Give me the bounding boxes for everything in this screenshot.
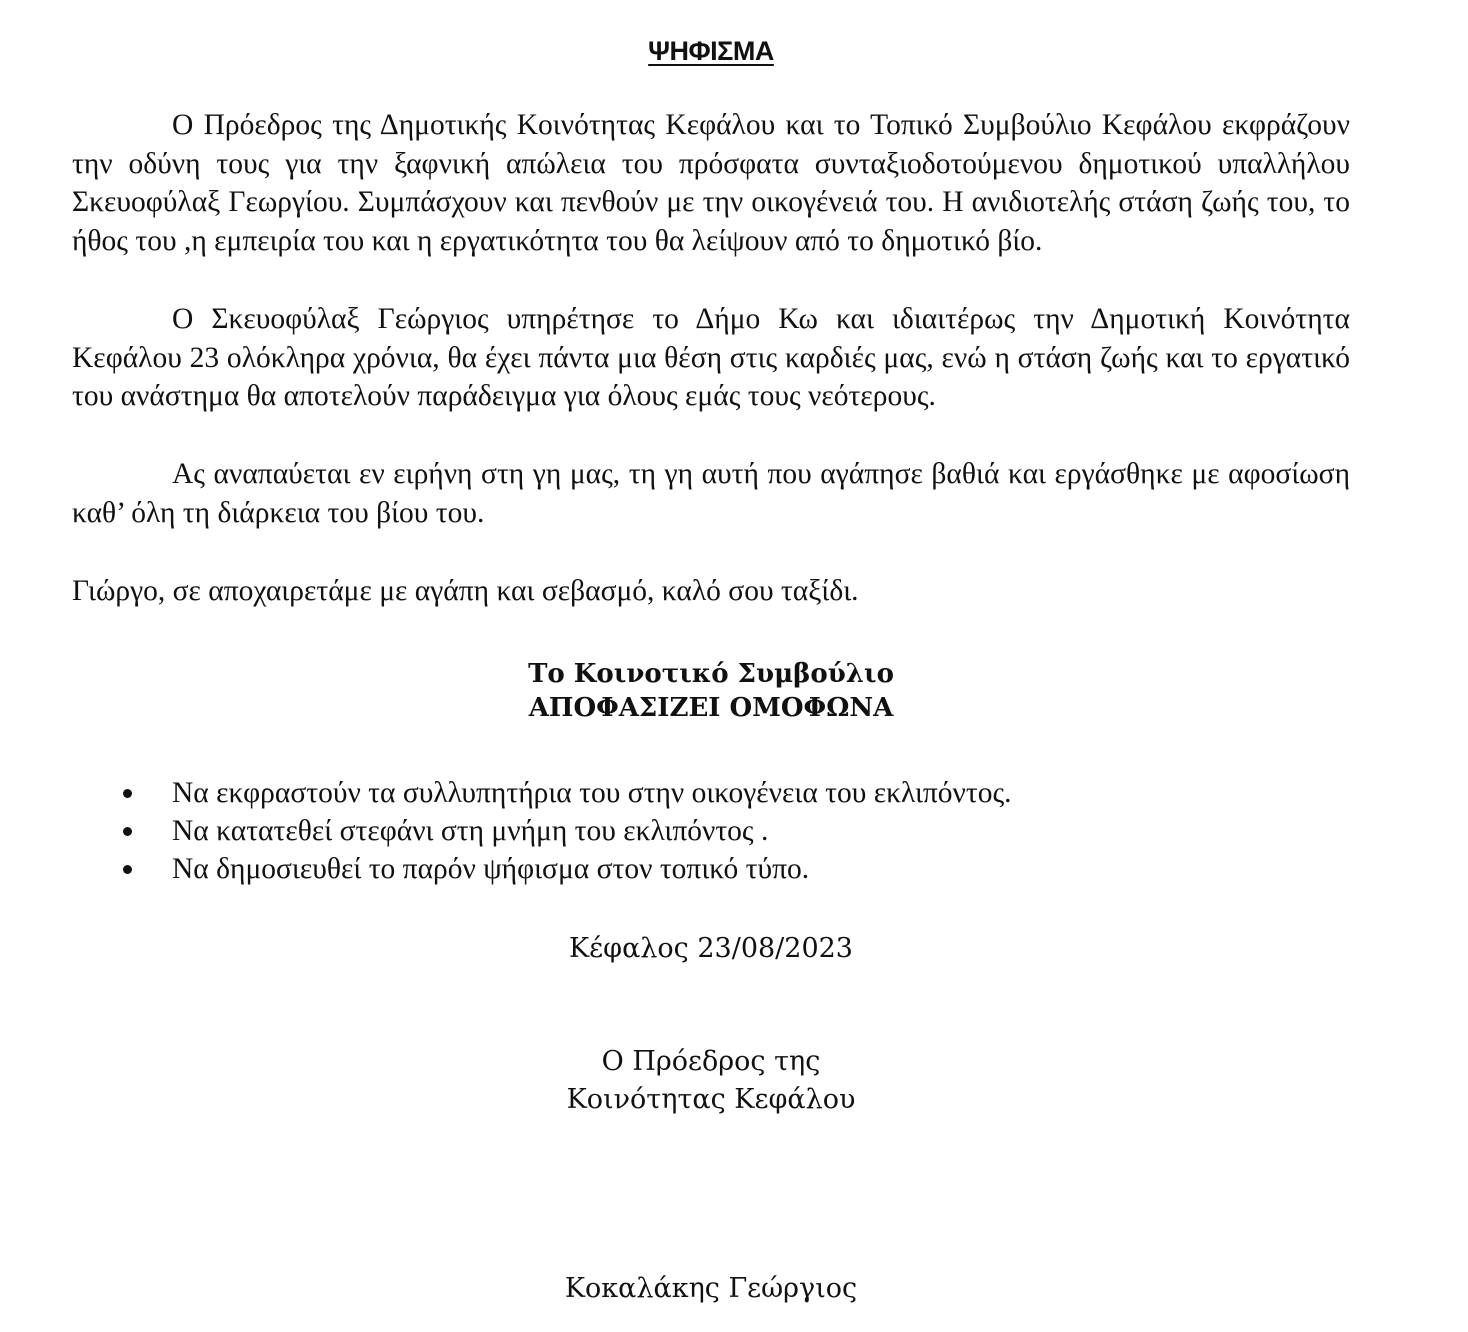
paragraph-rest-in-peace: Ας αναπαύεται εν ειρήνη στη γη μας, τη γη αυτή που αγάπησε βαθιά και εργάσθηκε με αφοσίωση καθ’ όλη τη διάρκεια του βίου του. bbox=[72, 458, 1350, 529]
place-date: Κέφαλος 23/08/2023 bbox=[569, 933, 853, 964]
title-text: ΨΗΦΙΣΜΑ bbox=[648, 36, 774, 66]
paragraph-service: Ο Σκευοφύλαξ Γεώργιος υπηρέτησε το Δήμο Κω και ιδιαιτέρως την Δημοτική Κοινότητα Κεφάλου 23 ολόκληρα χρόνια, θα έχει πάντα μια θέση στις καρδιές μας, ενώ η στάση ζωής και το εργατικό του ανάστημα θα αποτελούν παράδειγμα για όλους εμάς τους νεότερους. bbox=[72, 303, 1350, 413]
resolution-item bbox=[72, 812, 1350, 850]
decision-heading bbox=[72, 657, 1350, 725]
paragraph-condolences: Ο Πρόεδρος της Δημοτικής Κοινότητας Κεφάλου και το Τοπικό Συμβούλιο Κεφάλου εκφράζουν την οδύνη τους για την ξαφνική απώλεια του πρόσφατα συνταξιοδοτούμενου δημοτικού υπαλλήλου Σκευοφύλαξ Γεωργίου. Συμπάσχουν και πενθούν με την οικογένειά του. Η ανιδιοτελής στάση ζωής του, το ήθος του ,η εμπειρία του και η εργατικότητα του θα λείψουν από το δημοτικό βίο. bbox=[72, 109, 1350, 258]
resolution-text: Να κατατεθεί στεφάνι στη μνήμη του εκλιπόντος . bbox=[172, 815, 769, 847]
signatory-name: Κοκαλάκης Γεώργιος bbox=[564, 1273, 858, 1304]
signatory-title-line1: Ο Πρόεδρος της bbox=[601, 1046, 821, 1077]
bullet-icon bbox=[123, 827, 132, 836]
signatory-title bbox=[72, 1043, 1350, 1119]
council-name: Το Κοινοτικό Συμβούλιο bbox=[528, 659, 894, 689]
paragraph-farewell: Γιώργο, σε αποχαιρετάμε με αγάπη και σεβασμό, καλό σου ταξίδι. bbox=[72, 575, 859, 607]
bullet-icon bbox=[123, 865, 132, 874]
resolution-item bbox=[72, 850, 1350, 888]
decision-verdict: ΑΠΟΦΑΣΙΖΕΙ ΟΜΟΦΩΝΑ bbox=[528, 693, 894, 723]
bullet-icon bbox=[123, 789, 132, 798]
document-title bbox=[72, 34, 1350, 68]
resolution-item bbox=[72, 774, 1350, 812]
resolution-text: Να δημοσιευθεί το παρόν ψήφισμα στον τοπικό τύπο. bbox=[172, 853, 810, 885]
resolution-text: Να εκφραστούν τα συλλυπητήρια του στην οικογένεια του εκλιπόντος. bbox=[172, 777, 1012, 809]
resolutions-list bbox=[72, 774, 1350, 888]
signatory-title-line2: Κοινότητας Κεφάλου bbox=[566, 1084, 856, 1115]
